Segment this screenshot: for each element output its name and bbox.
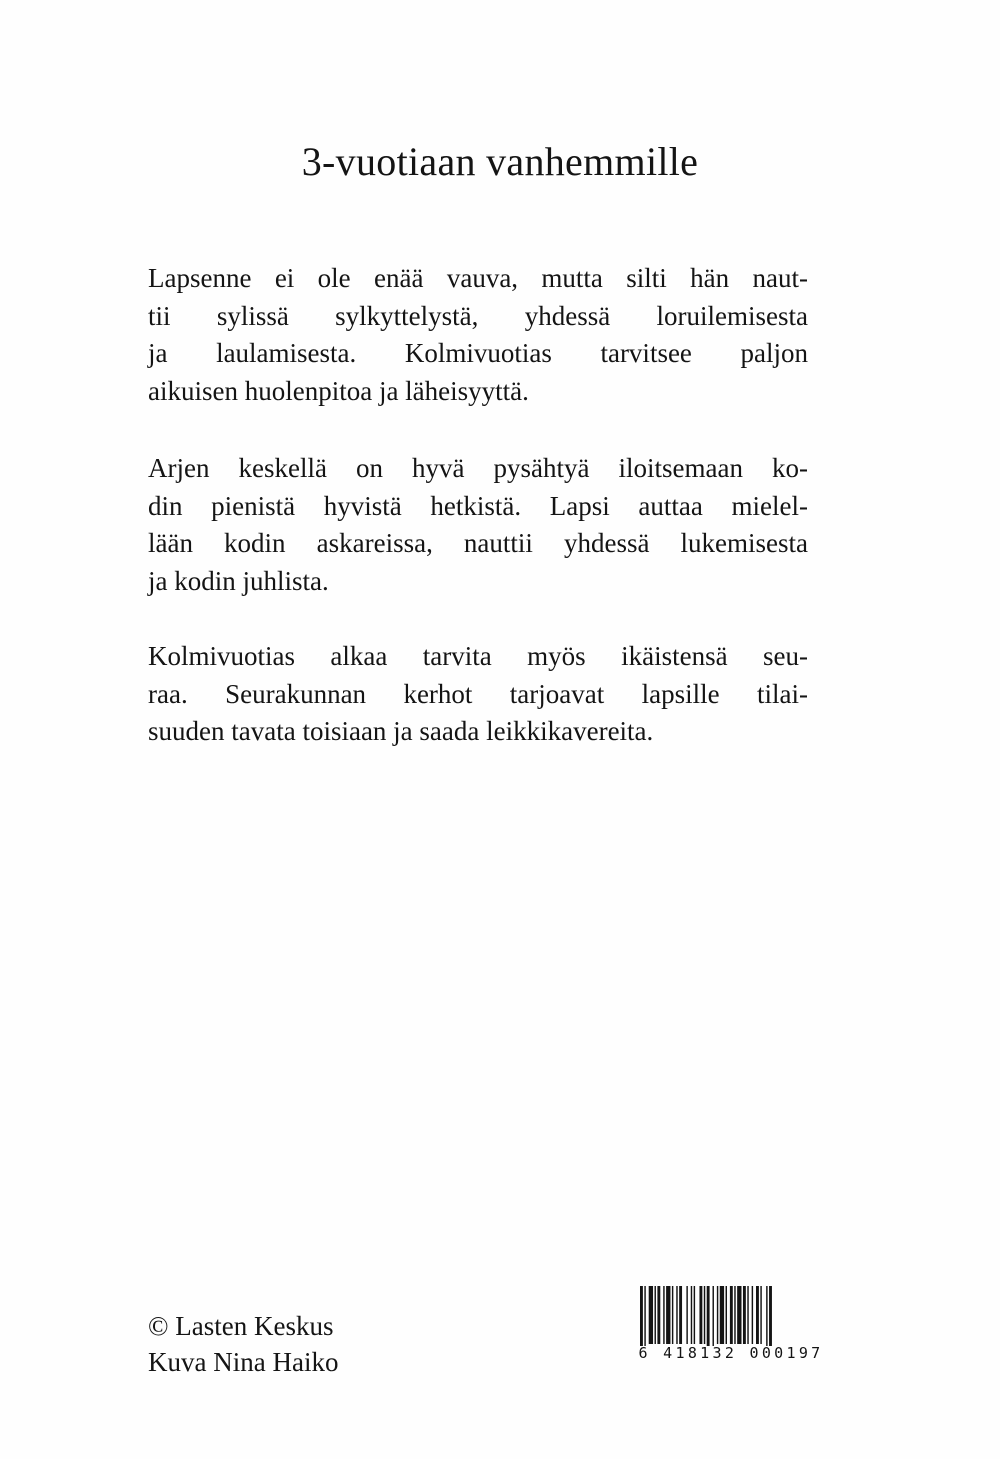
paragraph-line: Lapsenne ei ole enää vauva, mutta silti hän naut- [148, 263, 808, 293]
paragraph-line: raa. Seurakunnan kerhot tarjoavat lapsille tilai- [148, 678, 808, 709]
credits [148, 1308, 338, 1380]
paragraph-line: Kolmivuotias alkaa tarvita myös ikäistensä seu- [148, 641, 808, 671]
barcode-icon [636, 1286, 826, 1346]
paragraph-2 [148, 450, 808, 600]
paragraph-line: tii sylissä sylkyttelystä, yhdessä loruilemisesta [148, 300, 808, 331]
paragraph-line: Arjen keskellä on hyvä pysähtyä iloitsemaan ko- [148, 453, 808, 483]
paragraph-line: ja laulamisesta. Kolmivuotias tarvitsee paljon [148, 338, 808, 368]
paragraph-1 [148, 260, 808, 410]
barcode [636, 1286, 826, 1378]
paragraph-line: ja kodin juhlista. [148, 565, 329, 596]
barcode-digits: 6 418132 000197 [638, 1344, 824, 1362]
paragraph-3 [148, 638, 808, 751]
photo-credit: Kuva Nina Haiko [148, 1347, 339, 1377]
page-title: 3-vuotiaan vanhemmille [301, 139, 699, 184]
paragraph-line: din pienistä hyvistä hetkistä. Lapsi auttaa mielel- [148, 490, 808, 521]
paragraph-line: suuden tavata toisiaan ja saada leikkikavereita. [148, 716, 654, 746]
paragraph-line: aikuisen huolenpitoa ja läheisyyttä. [148, 375, 529, 406]
copyright-notice: © Lasten Keskus [148, 1311, 334, 1341]
paragraph-line: lään kodin askareissa, nauttii yhdessä lukemisesta [148, 528, 808, 558]
